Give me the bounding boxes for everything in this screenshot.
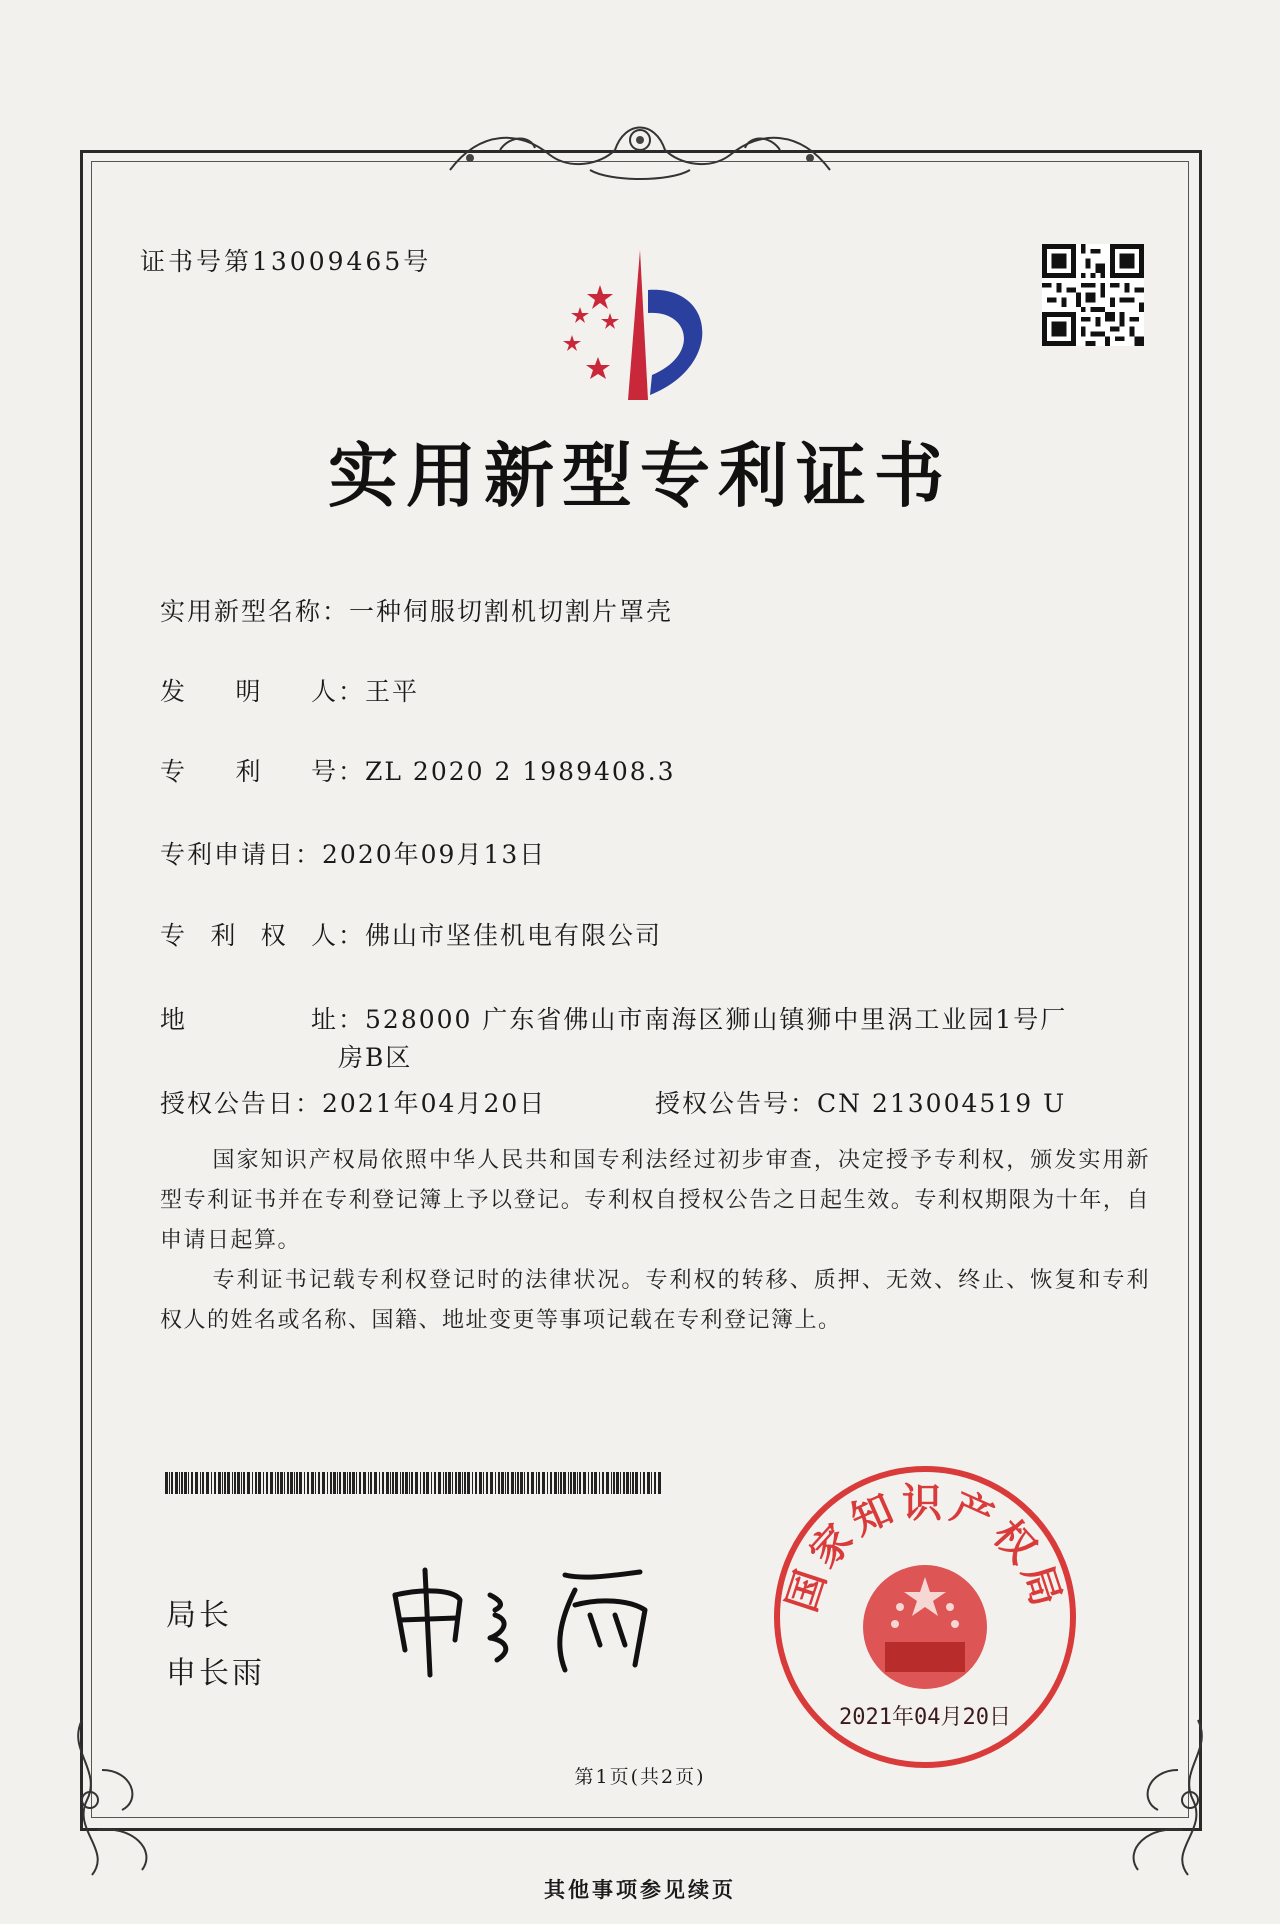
barcode-bar xyxy=(579,1472,581,1494)
barcode-bar xyxy=(379,1472,380,1494)
barcode xyxy=(165,1472,665,1494)
label-char: 权 xyxy=(260,921,288,950)
label-char: 人 xyxy=(310,921,338,950)
barcode-bar xyxy=(175,1472,178,1494)
field-filing-date-label: 专利申请日： xyxy=(160,840,323,869)
barcode-bar xyxy=(307,1472,309,1494)
barcode-bar xyxy=(464,1472,466,1494)
barcode-bar xyxy=(206,1472,209,1494)
barcode-bar xyxy=(296,1472,298,1494)
label-char: 利 xyxy=(235,757,263,786)
barcode-bar xyxy=(263,1472,264,1494)
barcode-bar xyxy=(315,1472,316,1494)
barcode-bar xyxy=(475,1472,477,1494)
barcode-bar xyxy=(558,1472,559,1494)
barcode-bar xyxy=(599,1472,600,1494)
barcode-bar xyxy=(409,1472,410,1494)
barcode-bar xyxy=(486,1472,488,1494)
barcode-bar xyxy=(647,1472,650,1494)
barcode-bar xyxy=(620,1472,621,1494)
barcode-bar xyxy=(434,1472,436,1494)
barcode-bar xyxy=(616,1472,619,1494)
barcode-bar xyxy=(542,1472,545,1494)
barcode-bar xyxy=(507,1472,509,1494)
barcode-bar xyxy=(443,1472,444,1494)
barcode-bar xyxy=(392,1472,394,1494)
footer-note: 其他事项参见续页 xyxy=(544,1877,736,1902)
barcode-bar xyxy=(304,1472,305,1494)
field-address xyxy=(160,1000,1067,1036)
barcode-bar xyxy=(613,1472,615,1494)
field-grant-no-value: CN 213004519 U xyxy=(817,1089,1067,1118)
field-patent-no xyxy=(160,752,676,788)
barcode-bar xyxy=(560,1472,562,1494)
certificate-number: 证书号第13009465号 xyxy=(140,247,432,276)
qr-code xyxy=(1042,244,1144,346)
bottom-left-ornament xyxy=(62,1710,172,1880)
barcode-bar xyxy=(455,1472,457,1494)
label-char: 专 xyxy=(160,757,188,786)
barcode-bar xyxy=(588,1472,589,1494)
official-seal xyxy=(770,1462,1080,1772)
barcode-bar xyxy=(550,1472,552,1494)
seal-text: 国家知识产权局 xyxy=(778,1479,1072,1618)
barcode-bar xyxy=(448,1472,451,1494)
field-name-value: 一种伺服切割机切割片罩壳 xyxy=(349,597,674,626)
barcode-bar xyxy=(222,1472,223,1494)
barcode-bar xyxy=(395,1472,398,1494)
barcode-bar xyxy=(339,1472,341,1494)
barcode-bar xyxy=(290,1472,293,1494)
barcode-bar xyxy=(188,1472,189,1494)
field-inventor-value: 王平 xyxy=(365,677,420,706)
barcode-bar xyxy=(420,1472,421,1494)
barcode-bar xyxy=(515,1472,516,1494)
barcode-bar xyxy=(591,1472,593,1494)
field-name xyxy=(160,592,673,628)
field-address-label xyxy=(160,1000,338,1036)
label-char: 发 xyxy=(160,677,188,706)
barcode-bar xyxy=(390,1472,391,1494)
barcode-bar xyxy=(191,1472,193,1494)
barcode-bar xyxy=(243,1472,245,1494)
barcode-bar xyxy=(214,1472,216,1494)
barcode-bar xyxy=(356,1472,357,1494)
page-number: 第1页(共2页) xyxy=(574,1766,706,1788)
barcode-bar xyxy=(277,1472,279,1494)
barcode-bar xyxy=(611,1472,612,1494)
barcode-bar xyxy=(405,1472,408,1494)
barcode-bar xyxy=(184,1472,187,1494)
barcode-bar xyxy=(299,1472,302,1494)
label-char: 专 xyxy=(160,921,188,950)
barcode-bar xyxy=(224,1472,226,1494)
barcode-bar xyxy=(626,1472,629,1494)
barcode-bar xyxy=(234,1472,236,1494)
label-char: 人 xyxy=(310,677,338,706)
barcode-bar xyxy=(370,1472,372,1494)
barcode-bar xyxy=(438,1472,441,1494)
label-colon: ： xyxy=(338,677,366,706)
barcode-bar xyxy=(179,1472,180,1494)
barcode-bar xyxy=(547,1472,548,1494)
barcode-bar xyxy=(467,1472,470,1494)
barcode-bar xyxy=(554,1472,557,1494)
barcode-bar xyxy=(280,1472,283,1494)
barcode-bar xyxy=(374,1472,377,1494)
body-paragraph-1 xyxy=(160,1141,1150,1261)
barcode-bar xyxy=(337,1472,338,1494)
director-name: 申长雨 xyxy=(166,1656,265,1691)
barcode-bar xyxy=(363,1472,366,1494)
patent-office-emblem-icon xyxy=(540,245,740,405)
barcode-bar xyxy=(386,1472,389,1494)
barcode-bar xyxy=(536,1472,537,1494)
barcode-bar xyxy=(479,1472,482,1494)
barcode-bar xyxy=(275,1472,276,1494)
barcode-bar xyxy=(570,1472,572,1494)
barcode-bar xyxy=(266,1472,268,1494)
barcode-bar xyxy=(255,1472,257,1494)
barcode-bar xyxy=(284,1472,285,1494)
barcode-bar xyxy=(452,1472,453,1494)
field-patent-no-label xyxy=(160,752,338,788)
barcode-bar xyxy=(538,1472,540,1494)
barcode-bar xyxy=(630,1472,631,1494)
barcode-bar xyxy=(415,1472,418,1494)
barcode-bar xyxy=(227,1472,230,1494)
field-patent-no-value: ZL 2020 2 1989408.3 xyxy=(365,757,676,786)
barcode-bar xyxy=(458,1472,461,1494)
barcode-bar xyxy=(583,1472,586,1494)
field-filing-date-value: 2020年09月13日 xyxy=(322,840,547,869)
barcode-bar xyxy=(568,1472,569,1494)
barcode-bar xyxy=(270,1472,273,1494)
barcode-bar xyxy=(241,1472,242,1494)
field-address-value-line1: 528000 广东省佛山市南海区狮山镇狮中里涡工业园1号厂 xyxy=(365,1005,1068,1034)
barcode-bar xyxy=(426,1472,429,1494)
barcode-bar xyxy=(498,1472,500,1494)
barcode-bar xyxy=(462,1472,463,1494)
bottom-right-ornament xyxy=(1108,1710,1218,1880)
barcode-bar xyxy=(211,1472,212,1494)
director-title: 局长 xyxy=(166,1598,232,1633)
barcode-bar xyxy=(368,1472,369,1494)
field-name-label: 实用新型名称： xyxy=(160,597,350,626)
barcode-bar xyxy=(563,1472,566,1494)
barcode-bar xyxy=(237,1472,240,1494)
barcode-bar xyxy=(171,1472,173,1494)
barcode-bar xyxy=(606,1472,609,1494)
barcode-bar xyxy=(632,1472,634,1494)
certificate-title: 实用新型专利证书 xyxy=(328,434,952,517)
barcode-bar xyxy=(287,1472,289,1494)
top-ornament xyxy=(440,110,840,190)
field-inventor xyxy=(160,672,419,708)
barcode-bar xyxy=(623,1472,625,1494)
field-patentee-label xyxy=(160,916,338,952)
barcode-bar xyxy=(594,1472,597,1494)
barcode-bar xyxy=(483,1472,484,1494)
barcode-bar xyxy=(431,1472,432,1494)
field-address-value-line2: 房B区 xyxy=(338,1043,413,1072)
barcode-bar xyxy=(505,1472,506,1494)
label-char: 址 xyxy=(310,1005,338,1034)
field-filing-date xyxy=(160,835,546,871)
barcode-bar xyxy=(423,1472,425,1494)
label-char: 地 xyxy=(160,1005,188,1034)
barcode-bar xyxy=(352,1472,355,1494)
barcode-bar xyxy=(400,1472,401,1494)
barcode-bar xyxy=(573,1472,576,1494)
barcode-bar xyxy=(349,1472,351,1494)
barcode-bar xyxy=(232,1472,233,1494)
barcode-bar xyxy=(602,1472,604,1494)
barcode-bar xyxy=(577,1472,578,1494)
label-colon: ： xyxy=(338,921,366,950)
barcode-bar xyxy=(218,1472,221,1494)
barcode-bar xyxy=(640,1472,641,1494)
body-paragraph-2-text: 专利证书记载专利权登记时的法律状况。专利权的转移、质押、无效、终止、恢复和专利权人的姓名或名称、国籍、地址变更等事项记载在专利登记簿上。 xyxy=(160,1268,1150,1333)
label-colon: ： xyxy=(338,1005,366,1034)
body-paragraph-2 xyxy=(160,1261,1150,1341)
barcode-bar xyxy=(445,1472,447,1494)
barcode-bar xyxy=(511,1472,514,1494)
barcode-bar xyxy=(311,1472,314,1494)
barcode-bar xyxy=(247,1472,250,1494)
barcode-bar xyxy=(651,1472,652,1494)
barcode-bar xyxy=(359,1472,361,1494)
barcode-bar xyxy=(169,1472,170,1494)
seal-date: 2021年04月20日 xyxy=(839,1705,1011,1730)
label-char: 利 xyxy=(210,921,238,950)
barcode-bar xyxy=(333,1472,336,1494)
barcode-bar xyxy=(495,1472,496,1494)
barcode-bar xyxy=(520,1472,523,1494)
label-char: 明 xyxy=(235,677,263,706)
barcode-bar xyxy=(501,1472,504,1494)
barcode-bar xyxy=(531,1472,534,1494)
barcode-bar xyxy=(252,1472,253,1494)
field-grant-date-value: 2021年04月20日 xyxy=(322,1089,547,1118)
field-grant-no xyxy=(655,1084,1066,1120)
barcode-bar xyxy=(258,1472,261,1494)
body-paragraph-1-text: 国家知识产权局依照中华人民共和国专利法经过初步审查，决定授予专利权，颁发实用新型专利证书并在专利登记簿上予以登记。专利权自授权公告之日起生效。专利权期限为十年，自申请日起算。 xyxy=(160,1148,1150,1253)
barcode-bar xyxy=(635,1472,638,1494)
barcode-bar xyxy=(527,1472,529,1494)
barcode-bar xyxy=(202,1472,204,1494)
field-patentee-value: 佛山市坚佳机电有限公司 xyxy=(365,921,663,950)
field-grant-date-label: 授权公告日： xyxy=(160,1089,323,1118)
label-char: 号 xyxy=(310,757,338,786)
label-colon: ： xyxy=(338,757,366,786)
barcode-bar xyxy=(643,1472,645,1494)
barcode-bar xyxy=(318,1472,320,1494)
barcode-bar xyxy=(195,1472,198,1494)
barcode-bar xyxy=(327,1472,328,1494)
barcode-bar xyxy=(294,1472,295,1494)
barcode-bar xyxy=(347,1472,348,1494)
barcode-bar xyxy=(411,1472,413,1494)
barcode-bar xyxy=(165,1472,168,1494)
barcode-bar xyxy=(200,1472,201,1494)
barcode-bar xyxy=(382,1472,384,1494)
barcode-bar xyxy=(658,1472,661,1494)
field-patentee xyxy=(160,916,662,952)
director-signature xyxy=(385,1560,675,1680)
barcode-bar xyxy=(517,1472,519,1494)
barcode-bar xyxy=(472,1472,473,1494)
barcode-bar xyxy=(330,1472,332,1494)
barcode-bar xyxy=(322,1472,325,1494)
field-grant-no-label: 授权公告号： xyxy=(655,1089,818,1118)
barcode-bar xyxy=(490,1472,493,1494)
field-grant-date xyxy=(160,1084,546,1120)
field-address-line2 xyxy=(338,1038,412,1074)
barcode-bar xyxy=(524,1472,525,1494)
field-inventor-label xyxy=(160,672,338,708)
barcode-bar xyxy=(654,1472,656,1494)
barcode-bar xyxy=(402,1472,404,1494)
barcode-bar xyxy=(181,1472,183,1494)
barcode-bar xyxy=(343,1472,346,1494)
